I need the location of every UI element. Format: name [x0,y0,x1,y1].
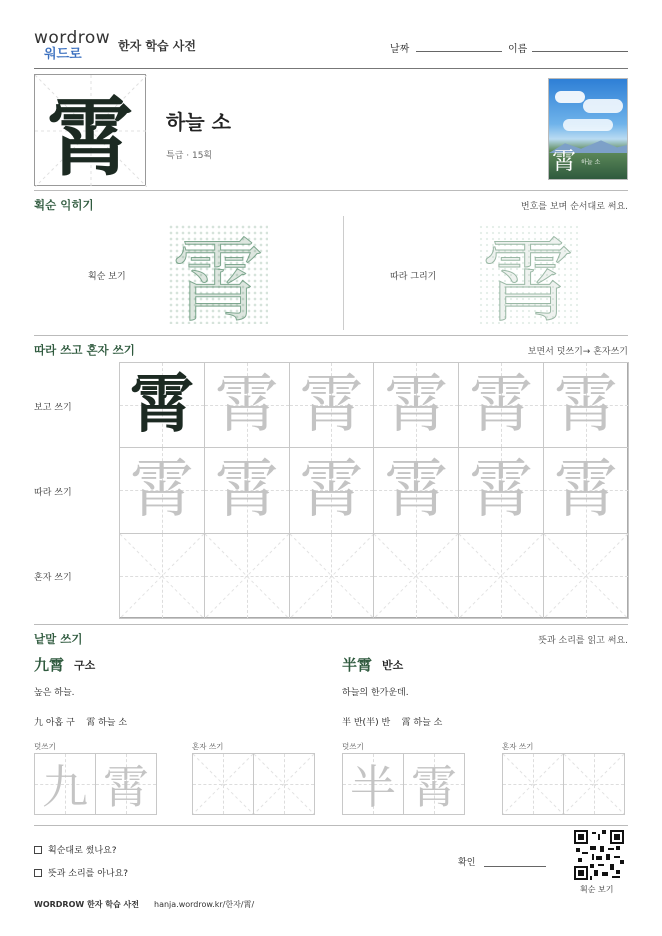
practice-cell[interactable] [543,447,629,533]
write-section-hint: 보면서 덧쓰기→ 혼자쓰기 [527,347,628,357]
practice-cell[interactable] [204,447,290,533]
practice-cell[interactable] [543,533,629,619]
trace-char: 霄 [384,368,449,443]
checkbox-icon[interactable] [34,869,42,877]
trace-char: 霄 [299,453,364,528]
word2-parts: 半 반(半) 반 霄 하늘 소 [342,718,443,728]
word2-reading: 반소 [382,659,404,672]
practice-cell[interactable] [373,447,459,533]
trace-char: 霄 [469,453,534,528]
thumbnail-label: 하늘 소 [581,159,601,166]
footer-brand: WORDROW 한자 학습 사전 [34,900,139,909]
words-section-hint: 뜻과 소리를 읽고 써요. [538,636,628,646]
confirm-label: 확인 [458,858,476,868]
date-label: 날짜 [390,44,410,55]
trace-char: 霄 [553,453,618,528]
practice-cell[interactable] [373,533,459,619]
trace-char: 霄 [384,453,449,528]
word1-parts: 九 아홉 구 霄 하늘 소 [34,718,128,728]
qr-code-icon[interactable] [574,830,624,880]
model-char: 霄 [129,367,194,443]
stroke-view-char: 霄 [168,224,268,324]
word2-self-label: 혼자 쓰기 [502,742,534,751]
word1-self-cell-1[interactable] [192,753,254,815]
name-label: 이름 [508,44,528,55]
date-field[interactable] [416,51,502,52]
stroke-view-label: 획순 보기 [88,272,126,282]
doc-title: 한자 학습 사전 [118,39,196,53]
main-char-box [34,74,146,186]
check-stroke-order[interactable]: 획순대로 썼나요? [34,843,117,856]
stroke-trace-label: 따라 그리기 [390,272,437,282]
trace-char: 霄 [553,368,618,443]
stroke-divider [34,335,628,336]
word1-trace-label: 덧쓰기 [34,742,56,751]
word2-self-cell-1[interactable] [502,753,564,815]
word2-trace-cell-2[interactable]: 霄 [403,753,465,815]
word1-self-cell-2[interactable] [253,753,315,815]
meaning-sound: 하늘 소 [166,110,231,134]
logo [34,28,114,64]
grid-divider [34,624,628,625]
practice-cell[interactable] [119,362,205,448]
title-divider [34,190,628,191]
checkbox-icon[interactable] [34,846,42,854]
trace-char: 霄 [299,368,364,443]
stroke-trace-char[interactable]: 霄 [478,224,578,324]
word1-trace-cell-2[interactable]: 霄 [95,753,157,815]
word2-trace-label: 덧쓰기 [342,742,364,751]
check-meaning[interactable]: 뜻과 소리를 아나요? [34,866,128,879]
practice-cell[interactable] [458,447,544,533]
row-label-trace: 따라 쓰기 [34,488,72,498]
qr-label: 획순 보기 [580,885,614,894]
word1-reading: 구소 [74,659,96,672]
words-section-title: 낱말 쓰기 [34,632,83,646]
words-divider [34,825,628,826]
practice-cell[interactable] [119,447,205,533]
row-label-see: 보고 쓰기 [34,403,72,413]
practice-cell[interactable] [289,533,375,619]
grade-strokes: 특급 · 15획 [166,151,213,161]
word1-self-label: 혼자 쓰기 [192,742,224,751]
name-field[interactable] [532,51,628,52]
trace-dots-icon [478,224,578,324]
practice-cell[interactable] [119,533,205,619]
word2-trace-cell-1[interactable]: 半 [342,753,404,815]
practice-cell[interactable] [458,533,544,619]
word2-meaning: 하늘의 한가운데. [342,688,409,698]
logo-korean: 워드로 [44,47,82,62]
trace-char: 霄 [214,368,279,443]
row-label-self: 혼자 쓰기 [34,573,72,583]
footer-url[interactable]: hanja.wordrow.kr/한자/霄/ [154,900,255,909]
practice-cell[interactable] [204,362,290,448]
practice-cell[interactable] [289,447,375,533]
trace-char: 霄 [469,368,534,443]
thumbnail-char: 霄 [552,147,576,175]
practice-cell[interactable] [289,362,375,448]
thumbnail-image [548,78,628,180]
word2-self-cell-2[interactable] [563,753,625,815]
main-char: 霄 [47,87,133,188]
practice-cell[interactable] [373,362,459,448]
trace-char: 霄 [129,453,194,528]
word1-hanja: 九霄 [34,656,65,674]
trace-char: 霄 [214,453,279,528]
stroke-column-divider [343,216,344,330]
word2-hanja: 半霄 [342,656,373,674]
stroke-section-hint: 번호를 보며 순서대로 써요. [520,202,628,212]
stroke-section-title: 획순 익히기 [34,198,94,212]
write-section-title: 따라 쓰고 혼자 쓰기 [34,343,135,357]
confirm-field[interactable] [484,866,546,867]
logo-wordmark: wordrow [34,28,111,48]
practice-cell[interactable] [543,362,629,448]
stroke-numbers-icon [168,224,268,324]
word1-trace-cell-1[interactable]: 九 [34,753,96,815]
practice-cell[interactable] [458,362,544,448]
word1-meaning: 높은 하늘. [34,688,75,698]
practice-cell[interactable] [204,533,290,619]
